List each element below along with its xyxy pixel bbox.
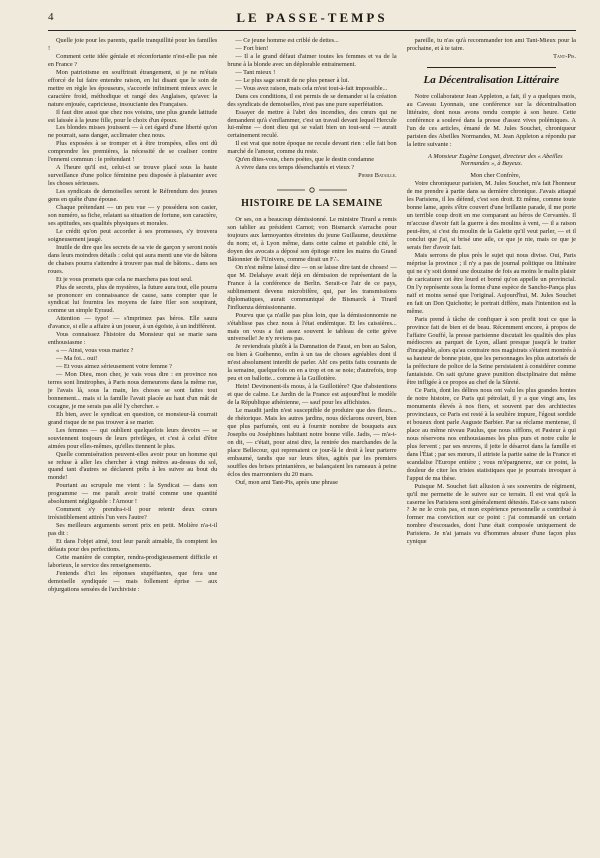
article-end [407,37,576,53]
page-header [48,8,576,31]
paragraph: Quelle commisération peuvent-elles avoir pour un homme qui se refuse à aller les chercher à vingt mètres au-dessus du sol, quand tant d'autres se déclarent prêts à les suivre au bout du monde! [48,450,218,482]
paragraph: Eh bien, avec le syndicat en question, ce monsieur-là courrait grand risque de ne pas trouver à se marier. [48,410,218,426]
paragraph: Notre collaborateur Jean Appleton, a fait, il y a quelques mois, au Caveau Lyonnais, une conférence sur la décentralisation littéraire, dont nous avons rendu compte à son heure. Cette conférence a soulevé dans la presse d'assez vives polémiques. A l'un de ces articles, émané de M. Jules Souchet, chroniqueur parisien des Abeilles Normandes, M. Jean Appleton a répondu par la lettre suivante : [406,92,576,148]
section-title-decentralisation: La Décentralisation Littéraire [423,73,560,86]
paragraph: Je reviendrais plutôt à la Damnation de Faust, en bon au Salon, ou bien à Guéhenno, enfin à un tas de choses agréables dont il m'est absolument interdit de parler. Ah! ces petits faits courants de la semaine, quelquefois on en a trop et on se noie; d'autrefois, trop peu et on ballotte... comme à la Guillotière. [227,343,397,383]
paragraph: Inutile de dire que les secrets de sa vie de garçon y seront notés dans leurs moindres détails : celui qui aura menti une vie de bâtons de chaises pourra s'attendre à trouver pas mal de bâtons... dans ses roues. [48,243,218,275]
section-title-histoire: HISTOIRE DE LA SEMAINE [241,198,383,210]
paragraph: Les blondes misses jouissent — à cet égard d'une liberté qu'on ne pourrait, sans danger, acclimater chez nous. [48,124,218,140]
paragraph: Et dans l'objet aimé, tout leur paraît aimable, Ils comptent les défauts pour des perfections. [48,538,218,553]
paragraph: Hein! Devinonent-ils mous, à la Guillotière? Que d'abstentions et que de calme. Le Jardin de la France est aujourd'hui le modèle de la République athénienne, — sauf pour les affichistes. [227,383,397,407]
paragraph: — Ma foi... oui! [56,355,98,363]
paragraph: Comment s'y prendra-t-il pour retenir deux cœurs irrésistiblement attirés l'un vers l'autre? [48,506,218,522]
paragraph: Mais serrons de plus près le sujet qui nous divise. Oui, Paris méprise la province ; il n'y a pas de journal politique ou littéraire qui ne s'y soit donné une douzaine de fois au moins le malin plaisir de caricaturer cet être lourd et borné qu'on appelle un provincial. On l'y représente sous la forme d'une espèce de Sancho-Pança plus naïf et moins sensé que l'original. Aujourd'hui, M. Jules Souchet en fait un Don Quichotte; le portrait diffère, mais l'intention est la même. [406,251,576,315]
columns [48,37,576,855]
paragraph: Ce Paris, dont les délires nous ont valu les plus grandes hontes de notre histoire, ce Paris qui pétrolait, il y a que vingt ans, les monuments élevés à nos fiers, et souvent par des architectes provinciaux, ce Paris est resté à la seulière impure, l'égout sordide et boueux dont parle Auguste Barbier. Par sa réclame mentense, il place au même niveau Paulus, que nous sifflons, et Pasteur à qui nous réservons nos enthousiasmes les plus purs et notre culte le plus fervent ; par ses œuvres, il jette le désarroi dans la famille et dans l'État ; par ses mœurs, il attriste la partie saine de la France et scandalise l'Europe entière ; vous m'épargnerez, sur ce point, la douleur de citer les tristes statistiques que je pourrais invoquer à l'appui de ma thèse. [406,387,576,482]
masthead-title: LE PASSE-TEMPS [236,10,388,25]
paragraph: Mon patriotisme en souffrirait étrangement, si je ne m'étais efforcé de lui faire entendre raison, en lui disant que le soin de mettre en règle les épouseurs, s'accorde infiniment mieux avec le caractère froid, méthodique et rangé des Anglaises, qu'avec la nature enjouée, capricieuse, insouciante des Françaises. [48,68,218,108]
paragraph: J'entends d'ici les réponses stupéfiantes, que fera une demoiselle syndiquée — mais follement éprise — aux objurgations sensées de l'archiviste : [48,569,218,593]
paragraph: Votre chroniqueur parisien, M. Jules Souchet, m'a fait l'honneur de me prendre à partie dans sa dernière chronique. J'avais attaqué les Parisiens, il les défend, c'est son droit. Et même, comme toute bonne lame, après s'être couvert d'une brillante parade, il me porte un terrible coup droit en me comparant au héros de Cervantès. Il m'accuse d'avoir fait la guerre à des moulins à vent, — il a raison peut-être, si c'est du moulin de la Galette qu'il veut parler, — et il conclut que j'ai, si brisé une aile, ce que je nie, mais ce que je serais fier d'avoir fait. [406,180,576,252]
paragraph: Attention — typo! — s'imprimez pas héros. Elle saura d'avance, si elle a affaire à un joueur, à un égoïste, à un indifférent. [48,315,218,331]
paragraph: Ses meilleurs arguments seront prix en petit. Molière n'a-t-il pas dit : [48,522,218,538]
paragraph: On n'est même laissé dire — on se laisse dire tant de choses! — que M. Delahaye avait déjà en démission de représentant de la France à la conférence de Berlin. Serait-ce l'air de ce pays, sublimement devenu microbifère, qui, par les transmissions diplomatiques, aurait communiqué de Bismarck à Tirard l'influenza démissionnante. [227,263,397,311]
paragraph: Le maudit jardin n'est susceptible de produire que des fleurs... de rhétorique. Mais les autres jardins, nous déclarons ouvert, bien que plus parfumés, ont eu à fournir nombre de bouquets aux Josephs ou Joséphines habitant notre bonne ville. Jadis, — m'a-t-on dit, — c'était, pour ainsi dire, la rentrée des marchandes de la place Bellecour, qui reprenaient ce jour-là le droit à leur parterre embaumé, tandis que sur leurs têtes, agités par les premiers souffles des brises printanières, se balançaient les rameaux à peine éclos des marronniers du 20 mars. [227,407,397,478]
paragraph: — Ce jeune homme est criblé de dettes... [235,37,339,44]
paragraph: — Et vous aimez sérieusement votre femme ? [56,363,172,371]
letter-body [407,180,576,546]
paragraph: — Il a le grand défaut d'aimer toutes les femmes et va de la brune à la blonde avec un déplorable entrainement. [227,52,397,68]
paragraph: — Mon Dieu, mon cher, je vais vous dire : en province nos terres sont limitrophes, à Paris nous demeurons dans la même rue, je l'avais là, sous la main, les choses se sont faites tout bonnement... mais si la famille l'avait placée au haut d'un mât de cocagne, je me serais pas allé l'y chercher. » [48,371,218,410]
paragraph: Chaque prétendant — un peu vue — y possédera son casier, son numéro, sa fiche, relatant sa situation de fortune, son caractère, ses aptitudes, ses qualités physiques et morales. [48,204,218,227]
paragraph: Les femmes — qui oublient quelquefois leurs devoirs — se souviennent toujours de leurs privilèges, et c'est à celui d'être aimées pour elles-mêmes, qu'elles tiennent le plus. [48,426,218,450]
divider-line [427,67,556,68]
paragraph: — Le plus sage serait de ne plus penser à lui. [235,76,350,84]
paragraph: Puisque M. Souchet fait allusion à ses souvenirs de régiment, qu'il me permette de le suivre sur ce terrain. Il est vrai qu'à la caserne les Parisiens sont généralement détestés. Est-ce sans raison ? Je ne le crois pas, et mon expérience personnelle a contribué à former ma conviction sur ce point : j'ai commandé un certain nombre d'escouades, dont l'une était composée uniquement de Parisiens. Je n'ai jamais vu d'hommes abuser d'une façon plus cynique [406,482,576,546]
paragraph: Vous connaissez l'histoire du Monsieur qui se marie sans enthousiasme : [48,331,218,347]
paragraph: — Fort bien! [235,44,269,52]
paragraph: A l'heure qu'il est, celui-ci se trouve placé sous la haute surveillance d'une police féminine peu disposée à plaisanter avec les choses sérieuses. [48,164,218,188]
paragraph: — Vous avez raison, mais cela m'est tout-à-fait impossible... [235,84,388,92]
letter-salutation: Mon cher Confrère, [470,172,521,180]
signature-bataille: Pierre Bataille. [358,172,397,180]
paragraph: Pourtant au scrupule me vient : la Syndicat — dans son programme — me paraît avoir traité comme une quantité absolument négligeable : l'Amour ! [48,482,218,506]
article-intro [407,93,576,149]
paragraph: Quelle joie pour les parents, quelle tranquillité pour les familles ! [48,37,218,52]
paragraph: Ouf, mon ami Tant-Pis, après une phrase [235,478,338,486]
paragraph: Plus exposées à se tromper et à être trompées, elles ont dû comprendre les premières, la nécessité de se coaliser contre l'ennemi commun : le prétendant ! [48,140,218,164]
paragraph: « — Ainsi, vous vous mariez ? [56,347,134,355]
paragraph: — Tant mieux ! [235,68,276,76]
paragraph: Dans ces conditions, il est permis de se demander si la création des syndicats de demoiselles, n'est pas une pure superfétation. [227,92,397,108]
column-right [407,37,576,855]
ornament-divider [277,186,347,194]
column-middle [227,37,396,855]
signature-tant-pis: Tant-Pis. [553,52,576,60]
column-left [48,37,217,855]
paragraph: Essayer de mettre à l'abri des incendies, des cœurs qui ne demandent qu'à s'enflammer, c'est un travail devant lequel Hercule lui-même — dont dieu qui se valait bien un tout-seul — aurait certainement reculé. [227,108,397,140]
paragraph: Plus de secrets, plus de mystères, la future aura tout, elle pourra se prononcer en connaissance de cause, sans compter que le syndicat lui fournira les moyens de faire filer son soupirant, comme un simple Eyraud. [48,283,218,315]
paragraph: pareille, tu n'as qu'à recommander ton ami Tant-Mieux pour la prochaine, et à te taire. [406,37,576,52]
paragraph: A vivre dans ces temps désenchantés et vieux ? [235,164,355,172]
paragraph: Comment cette idée géniale et réconfortante n'est-elle pas née en France ? [48,52,218,68]
letter-address: A Monsieur Eugène Longuet, directeur des « Abeilles Normandes », à Bayeux. [428,152,563,168]
paragraph: Cette manière de compter, rendra-prodigieusement difficile et laborieux, le service des renseignements. [48,553,218,569]
paragraph: Il faut dire aussi que chez nos voisins, une plus grande latitude est laissée à la jeune fille, pour le choix d'un époux. [48,108,218,124]
paragraph: Or ses, on a beaucoup démissionné. Le ministre Tirard a remis son tablier au président Carnot; von Bismarck s'arrache pour toujours aux larmoyantes étreintes du jeune Guillaume, deuxième du nom; et, à Lyon même, dans cette calme et paisible cité, le doyen des avocats a déposé son épitoge entre les mains du Grand Bâtonnier de l'Univers, comme dirait un F∴. [227,216,397,263]
paragraph: Le crédit qu'on peut accorder à ses promesses, s'y trouvera soigneusement jaugé. [48,227,218,243]
article-histoire [227,216,396,486]
paragraph: Les syndicats de demoiselles seront le Réfrendum des jeunes gens en quête d'une épouse. [48,188,218,204]
paragraph: Pourvu que ça n'aille pas plus loin, que la démissionnomie ne s'établisse pas chez nous à l'état endémique. Et les caissières... mais on vous a fait assez souvent le tableau de cette grève universelle! Je n'y reviens pas. [227,311,397,343]
article-continuation [227,37,396,172]
paragraph: Paris prend à tâche de confiquer à son profit tout ce que la province fait de bien et de beau. Récemment encore, à propos de l'affaire Gouffé, la presse parisienne discutait les qualités des plus médiocres au parquet de Lyon, allant presque jusqu'à le traiter d'incapable, alors qu'au contraire nos magistrats s'étaient montrés à sa hauteur de bonne piste, que les personnages les plus autorisés de la préfecture de police de la Seine persistaient à considérer comme fantaisiste. On sait qu'une grave punition disciplinaire dut même être infligée à ce propos au chef de la Sûreté. [406,315,576,387]
paragraph: Qu'en dites-vous, chers poètes, que le destin condamne [235,156,375,164]
page-number: 4 [48,11,54,23]
paragraph: Et je vous promets que cela ne marchera pas tout seul. [56,275,193,283]
paragraph: Il est vrai que notre époque ne recule devant rien : elle fait bon marché de l'amour, comme du reste. [227,140,397,156]
